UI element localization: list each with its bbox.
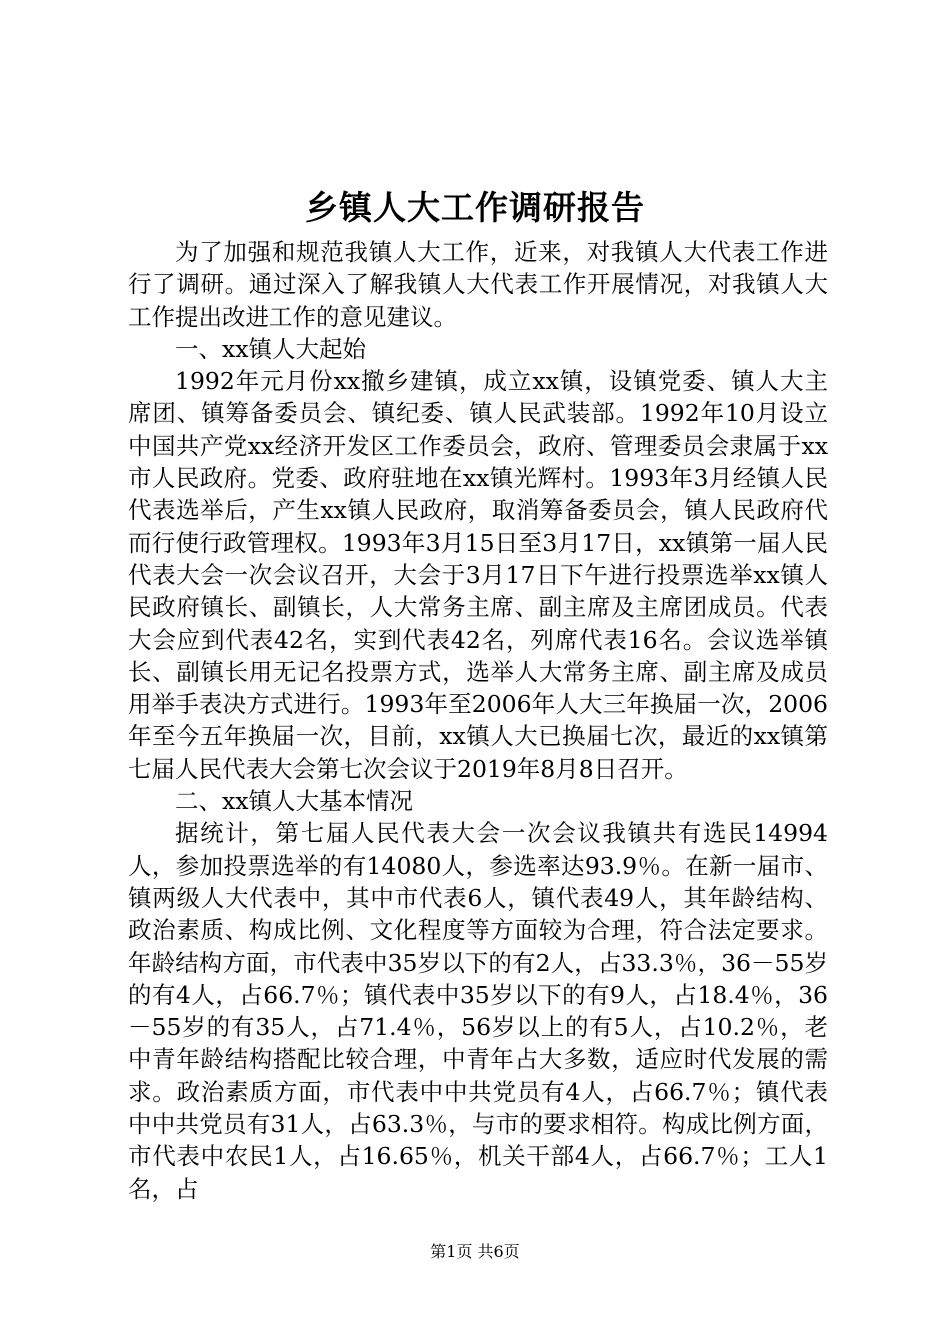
paragraph-statistics: 据统计，第七届人民代表大会一次会议我镇共有选民14994人，参加投票选举的有14080人，参选率达93.9％。在新一届市、镇两级人大代表中，其中市代表6人，镇代表49人，其年龄结构、政治素质、构成比例、文化程度等方面较为合理，符合法定要求。年龄结构方面，市代表中35岁以下的有2人，占33.3％，36－55岁的有4人，占66.7％；镇代表中35岁以下的有9人，占18.4％，36－55岁的有35人，占71.4％，56岁以上的有5人，占10.2％，老中青年龄结构搭配比较合理，中青年占大多数，适应时代发展的需求。政治素质方面，市代表中中共党员有4人，占66.7％；镇代表中中共党员有31人，占63.3％，与市的要求相符。构成比例方面，市代表中农民1人，占16.65％，机关干部4人，占66.7％；工人1名，占 [128, 819, 828, 1203]
section-heading-2: 二、xx镇人大基本情况 [175, 787, 414, 816]
page-footer: 第1页 共6页 [430, 1242, 520, 1261]
document-body [128, 236, 828, 1205]
section-heading-1: 一、xx镇人大起始 [175, 334, 367, 363]
document-title: 乡镇人大工作调研报告 [305, 188, 645, 227]
paragraph-history: 1992年元月份xx撤乡建镇，成立xx镇，设镇党委、镇人大主席团、镇筹备委员会、镇纪委、镇人民武装部。1992年10月设立中国共产党xx经济开发区工作委员会，政府、管理委员会隶属于xx市人民政府。党委、政府驻地在xx镇光辉村。1993年3月经镇人民代表选举后，产生xx镇人民政府，取消筹备委员会，镇人民政府代而行使行政管理权。1993年3月15日至3月17日，xx镇第一届人民代表大会一次会议召开，大会于3月17日下午进行投票选举xx镇人民政府镇长、副镇长，人大常务主席、副主席及主席团成员。代表大会应到代表42名，实到代表42名，列席代表16名。会议选举镇长、副镇长用无记名投票方式，选举人大常务主席、副主席及成员用举手表决方式进行。1993年至2006年人大三年换届一次，2006年至今五年换届一次，目前，xx镇人大已换届七次，最近的xx镇第七届人民代表大会第七次会议于2019年8月8日召开。 [128, 367, 828, 783]
paragraph-intro: 为了加强和规范我镇人大工作，近来，对我镇人大代表工作进行了调研。通过深入了解我镇人大代表工作开展情况，对我镇人大工作提出改进工作的意见建议。 [128, 238, 828, 331]
